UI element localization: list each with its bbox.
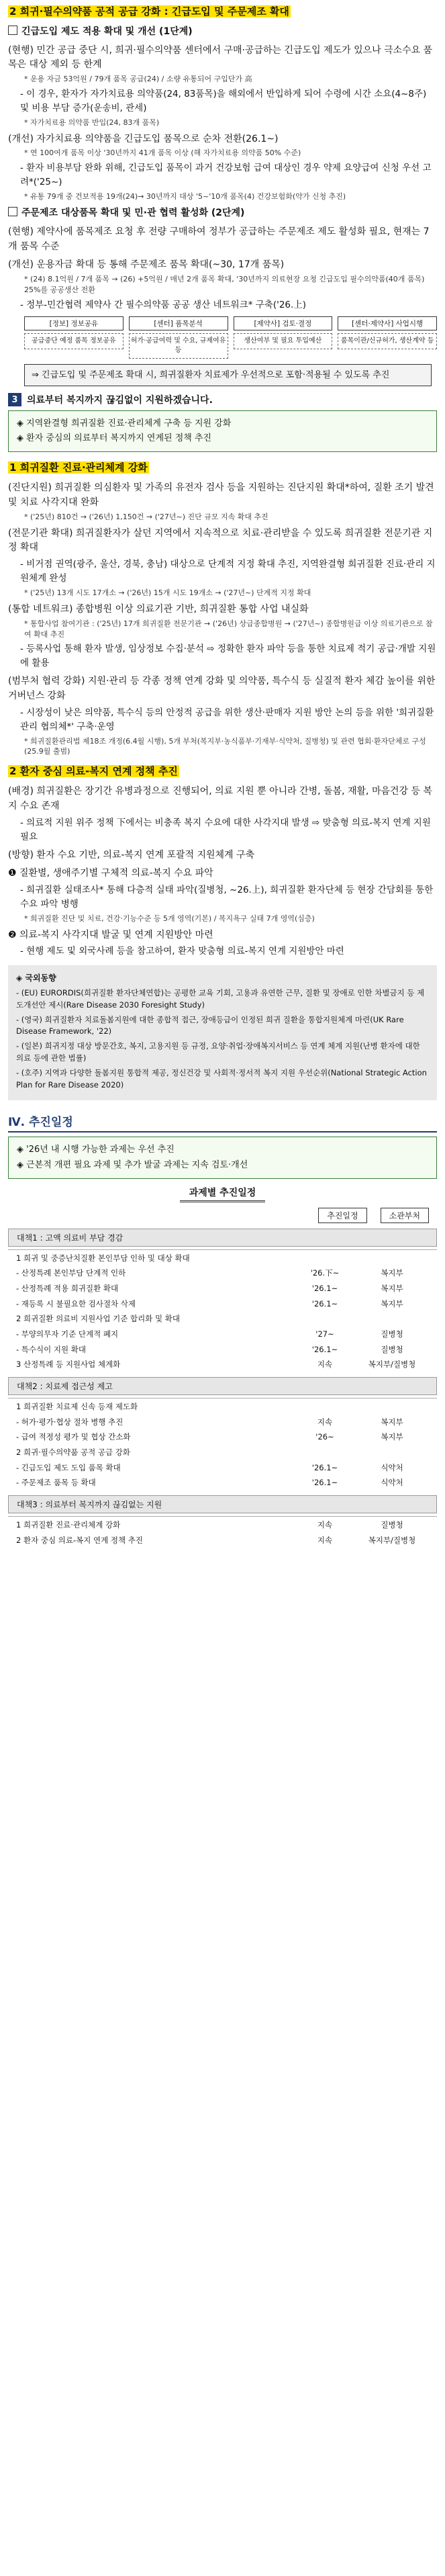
p4-sub: - 정부-민간협력 제약사 간 필수의약품 공공 생산 네트워크* 구축('26.上) xyxy=(20,299,307,310)
flow-step-body: 공급중단 예정 품목 정보공유 xyxy=(24,333,123,349)
plan-task: 2 희귀·필수의약품 공적 공급 강화 xyxy=(16,1448,131,1458)
plan-owner: 질병청 xyxy=(381,1329,403,1339)
p4: (개선) 운용자금 확대 등 통해 주문제조 품목 확대(~30, 17개 품목) xyxy=(8,259,285,271)
plan-row xyxy=(16,1282,429,1296)
flow-step xyxy=(234,316,333,359)
info-heading: ◈ 국외동향 xyxy=(16,973,56,983)
c2-sub: - 현행 제도 및 외국사례 등을 참고하여, 환자 맞춤형 의료-복지 연계 지원방안 마련 xyxy=(20,946,344,957)
plan-owner xyxy=(355,1253,429,1264)
plan-schedule: '26.1~ xyxy=(311,1462,338,1472)
b1: (배경) 희귀질환은 장기간 유병과정으로 진행되어, 의료 지원 뿐 아니라 간병, 돌봄, 재활, 마음건강 등 복지 수요 존재 xyxy=(8,786,432,812)
flow-step xyxy=(24,316,123,359)
plan-row xyxy=(16,1297,429,1311)
plan-schedule xyxy=(295,1401,355,1413)
plan-task: 2 희귀질환 의료비 지원사업 기준 합리화 및 확대 xyxy=(16,1314,180,1324)
plan-task: - 재등록 시 불필요한 검사절차 삭제 xyxy=(16,1298,136,1308)
p1-sub: - 이 경우, 환자가 자가치료용 의약품(24, 83품목)을 해외에서 반입하게 되어 수령에 시간 소요(4~8주) 및 비용 부담 증가(운송비, 관세) xyxy=(20,89,427,114)
plan-task: - 산정특례 본인부담 단계적 인하 xyxy=(16,1268,126,1278)
plan-owner: 복지부 xyxy=(381,1298,403,1308)
plan-schedule xyxy=(295,1313,355,1325)
section-3-body xyxy=(0,456,445,959)
section-3-heading: 의료부터 복지까지 끊김없이 지원하겠습니다. xyxy=(27,395,213,406)
plan-task: - 특수식이 지원 확대 xyxy=(16,1344,86,1354)
plan-table xyxy=(0,1229,445,1548)
flow-step-head: [센터] 품목분석 xyxy=(129,316,228,330)
p1-note: * 운용 자금 53억원 / 79개 품목 공급(24) / 소량 유통되어 구입단가 高 xyxy=(24,75,252,84)
plan-row xyxy=(16,1446,429,1460)
plan-owner: 복지부/질병청 xyxy=(368,1535,416,1545)
a4-sub: - 시장성이 낮은 의약품, 특수식 등의 안정적 공급을 위한 생산·판매자 지원 방안 논의 등을 위한 '희귀질환 관리 협의체*' 구축·운영 xyxy=(20,707,434,732)
p3: (현행) 제약사에 품목제조 요청 후 전량 구매하여 정부가 공급하는 주문제조 제도 활성화 필요, 현재는 7개 품목 수준 xyxy=(8,226,430,252)
plan-schedule: '26.1~ xyxy=(311,1284,338,1293)
p1-sub-note: * 자가치료용 의약품 반입(24, 83개 품목) xyxy=(24,118,160,127)
plan-title: 과제별 추진일정 xyxy=(180,1184,266,1202)
plan-owner: 복지부 xyxy=(381,1432,403,1442)
flow-step-head: [정보] 정보공유 xyxy=(24,316,123,330)
plan-owner: 질병청 xyxy=(381,1344,403,1354)
info-item: - (EU) EURORDIS(희귀질환 환자단체연합)는 공평한 교육 기회, 고용과 유연한 근무, 질환 및 장애로 인한 차별금지 등 제도개선안 제시(Rare Disease 2030 Foresight Study) xyxy=(16,987,425,1010)
a3-note: * 통합사업 참여기관 : ('25년) 17개 희귀질환 전문기관 → ('26년) 상급종합병원 → ('27년~) 종합병원급 이상 의료기관으로 참여 확대 추진 xyxy=(24,619,433,639)
summary-line: ◈ 환자 중심의 의료부터 복지까지 연계된 정책 추진 xyxy=(17,433,212,444)
flow-step-body: 생산여부 및 필요 투입예산 xyxy=(234,333,333,349)
c2: ❷ 의료-복지 사각지대 발굴 및 연계 지원방안 마련 xyxy=(8,929,213,940)
flow-step-head: [제약사] 검토·결정 xyxy=(234,316,333,330)
info-item: - (영국) 희귀질환자 치료돌봄지원에 대한 종합적 접근, 장애등급이 인정된 희귀 질환을 통합지원체계 마련(UK Rare Disease Framework, '22) xyxy=(16,1014,404,1036)
col-owner-header: 소관부처 xyxy=(381,1208,429,1223)
section-2-heading: 2 희귀·필수의약품 공적 공급 강화 : 긴급도입 및 주문제조 확대 xyxy=(9,5,289,17)
plan-owner: 식약처 xyxy=(381,1462,403,1472)
plan-schedule: '26.1~ xyxy=(311,1344,338,1354)
a4: (범부처 협력 강화) 지원·관리 등 각종 정책 연계 강화 및 의약품, 특수식 등 실질적 환자 체감 높이를 위한 거버넌스 강화 xyxy=(8,676,436,701)
plan-row xyxy=(16,1534,429,1548)
plan-task: - 급여 적정성 평가 및 협상 간소화 xyxy=(16,1432,131,1442)
schedule-title: Ⅳ. 추진일정 xyxy=(8,1112,437,1132)
plan-schedule: 지속 xyxy=(317,1535,333,1545)
schedule-summary-box xyxy=(8,1137,437,1178)
c1: ❶ 질환별, 생애주기별 구체적 의료-복지 수요 파악 xyxy=(8,868,213,879)
plan-schedule xyxy=(295,1447,355,1458)
plan-row xyxy=(16,1476,429,1490)
plan-title-wrap xyxy=(0,1184,445,1202)
plan-schedule: '26.1~ xyxy=(311,1298,338,1308)
plan-task: 1 희귀 및 중증난치질환 본인부담 인하 및 대상 확대 xyxy=(16,1253,190,1263)
plan-owner xyxy=(355,1401,429,1413)
summary-line: ◈ 지역완결형 희귀질환 진료·관리체계 구축 등 지원 강화 xyxy=(17,418,232,429)
plan-group-rows xyxy=(8,1516,437,1547)
subheading-2: 2 환자 중심 의료-복지 연계 정책 추진 xyxy=(9,765,178,778)
plan-task: 3 산정특례 등 지원사업 체계화 xyxy=(16,1360,121,1370)
plan-owner: 질병청 xyxy=(381,1520,403,1530)
b1-sub: - 의료적 지원 위주 정책 下에서는 비충족 복지 수요에 대한 사각지대 발생 ⇨ 맞춤형 의료-복지 연계 지원 필요 xyxy=(20,817,431,842)
plan-category: 대책2 : 치료제 접근성 제고 xyxy=(8,1377,437,1395)
plan-owner: 식약처 xyxy=(381,1478,403,1488)
a2-sub-note: * ('25년) 13개 시도 17개소 → ('26년) 15개 시도 19개소 → ('27년~) 단계적 지정 확대 xyxy=(24,588,311,597)
summary-line: ◈ 근본적 개편 필요 과제 및 추가 발굴 과제는 지속 검토·개선 xyxy=(17,1159,248,1170)
flow-step-head: [센터·제약사] 사업시행 xyxy=(338,316,437,330)
a1-note: * ('25년) 810건 → ('26년) 1,150건 → ('27년~) 진단 규모 지속 확대 추진 xyxy=(24,512,268,521)
a1: (진단지원) 희귀질환 의심환자 및 가족의 유전자 검사 등을 지원하는 진단지원 확대*하여, 질환 조기 발견 및 치료 사각지대 완화 xyxy=(8,482,434,508)
plan-row xyxy=(16,1430,429,1444)
plan-owner: 복지부 xyxy=(381,1268,403,1278)
plan-owner: 복지부/질병청 xyxy=(368,1360,416,1370)
plan-row xyxy=(16,1400,429,1414)
a3-sub: - 등록사업 통해 환자 발생, 임상정보 수집·분석 ⇨ 정확한 환자 파악 등을 통한 치료제 적기 공급·개발 지원에 활용 xyxy=(20,643,436,669)
plan-owner xyxy=(355,1313,429,1325)
p2-sub-note: * 유통 79개 중 건보적용 19개(24)→ 30년까지 대상 '5~'10개 품목(4) 건강보험화(약가 신청 추진) xyxy=(24,192,346,202)
info-item: - (일본) 희귀지정 대상 방문간호, 복지, 고용지원 등 규정, 요양·취업·장애복지서비스 등 연계 체계 지원(난병 환자에 대한 의료 등에 관한 법률) xyxy=(16,1041,420,1063)
plan-owner: 복지부 xyxy=(381,1417,403,1427)
flow-step-body: 품목이관/신규허가, 생산계약 등 xyxy=(338,333,437,349)
flow-step-body: 허가·공급여력 및 수요, 규제여유 등 xyxy=(129,333,228,359)
plan-schedule: 지속 xyxy=(317,1417,333,1427)
box1-title: 긴급도입 제도 적용 확대 및 개선 (1단계) xyxy=(8,25,437,40)
plan-schedule: '27~ xyxy=(315,1329,334,1339)
a2-sub: - 비거점 권역(광주, 울산, 경북, 충남) 대상으로 단계적 지정 확대 추진, 지역완결형 희귀질환 진료·관리 지원체계 완성 xyxy=(20,559,436,584)
plan-row xyxy=(16,1266,429,1280)
a3: (통합 네트워크) 종합병원 이상 의료기관 기반, 희귀질환 통합 사업 내실화 xyxy=(8,603,309,615)
flow-step xyxy=(129,316,228,359)
p4-note: * (24) 8.1억원 / 7개 품목 → (26) +5억원 / 매년 2개 품목 확대, '30년까지 의료현장 요청 긴급도입 필수의약품(40개 품목) 25%를 공공생산 전환 xyxy=(24,274,425,294)
checkbox-icon xyxy=(8,207,17,216)
a2: (전문기관 확대) 희귀질환자가 살던 지역에서 지속적으로 치료·관리받을 수 있도록 희귀질환 전문기관 지정 확대 xyxy=(8,527,433,553)
plan-schedule xyxy=(295,1253,355,1264)
plan-task: - 산정특례 적용 희귀질환 확대 xyxy=(16,1284,119,1293)
plan-category: 대책3 : 의료부터 복지까지 끊김없는 지원 xyxy=(8,1495,437,1513)
plan-row xyxy=(16,1518,429,1532)
plan-group-rows xyxy=(8,1249,437,1372)
plan-row xyxy=(16,1343,429,1357)
p2-note: * 연 100여개 품목 이상 '30년까지 41개 품목 이상 (해 자가치료용 의약품 50% 수준) xyxy=(24,148,301,158)
flow-step xyxy=(338,316,437,359)
section-3 xyxy=(0,393,445,406)
plan-row xyxy=(16,1358,429,1372)
p1: (현행) 민간 공급 중단 시, 희귀·필수의약품 센터에서 구매·공급하는 긴급도입 제도가 있으나 극소수요 품목은 대상 제외 등 한계 xyxy=(8,44,433,71)
a4-note: * 희귀질환관리법 제18조 개정(6.4월 시행), 5개 부처(복지부·농식품부·기재부·식약처, 질병청) 및 관련 협회·환자단체로 구성(25.9월 출범) xyxy=(24,736,426,756)
overseas-trends-box xyxy=(8,965,437,1100)
plan-schedule: 지속 xyxy=(317,1520,333,1530)
plan-row xyxy=(16,1251,429,1265)
network-flow xyxy=(24,316,437,359)
plan-schedule: '26~ xyxy=(315,1432,334,1442)
plan-group-rows xyxy=(8,1398,437,1490)
summary-box xyxy=(8,410,437,452)
plan-row xyxy=(16,1312,429,1326)
plan-task: 2 환자 중심 의료-복지 연계 정책 추진 xyxy=(16,1535,143,1545)
plan-row xyxy=(16,1327,429,1341)
plan-category: 대책1 : 고액 의료비 부담 경감 xyxy=(8,1229,437,1247)
section-number: 3 xyxy=(8,393,21,406)
subheading-1: 1 희귀질환 진료·관리체계 강화 xyxy=(9,461,148,474)
summary-line: ◈ '26년 내 시행 가능한 과제는 우선 추진 xyxy=(17,1145,175,1155)
c1-sub: - 희귀질환 실태조사* 통해 다층적 실태 파악(질병청, ~26.上), 희귀질환 환자단체 등 현장 간담회를 통한 수요 파악 병행 xyxy=(20,884,434,909)
section-3-title xyxy=(8,393,437,406)
box2-title: 주문제조 대상품목 확대 및 민·관 협력 활성화 (2단계) xyxy=(8,206,437,221)
plan-task: - 허가·평가·협상 절차 병행 추진 xyxy=(16,1417,123,1427)
plan-row xyxy=(16,1415,429,1429)
plan-schedule: 지속 xyxy=(317,1360,333,1370)
callout-box: ⇒ 긴급도입 및 주문제조 확대 시, 희귀질환자 치료제가 우선적으로 포함·적용될 수 있도록 추진 xyxy=(24,364,432,387)
plan-task: - 긴급도입 제도 도입 품목 확대 xyxy=(16,1462,121,1472)
plan-task: - 주문제조 품목 등 확대 xyxy=(16,1478,96,1488)
plan-task: 1 희귀질환 치료제 신속 등재 제도화 xyxy=(16,1402,138,1412)
section-2 xyxy=(0,0,445,386)
p2: (개선) 자가치료용 의약품을 긴급도입 품목으로 순차 전환(26.1~) xyxy=(8,133,279,144)
plan-schedule: '26.下~ xyxy=(310,1268,340,1278)
plan-column-headers xyxy=(16,1208,429,1223)
p2-sub: - 환자 비용부담 완화 위해, 긴급도입 품목이 과거 건강보험 급여 대상인 경우 약제 요양급여 신청 우선 고려*('25~) xyxy=(20,163,432,188)
plan-owner: 복지부 xyxy=(381,1284,403,1293)
plan-schedule: '26.1~ xyxy=(311,1478,338,1488)
checkbox-icon xyxy=(8,26,17,35)
plan-row xyxy=(16,1461,429,1475)
plan-owner xyxy=(355,1447,429,1458)
b2: (방향) 환자 수요 기반, 의료-복지 연계 포괄적 지원체계 구축 xyxy=(8,849,255,860)
plan-task: 1 희귀질환 진료·관리체계 강화 xyxy=(16,1520,121,1530)
info-item: - (호주) 지역과 다양한 돌봄지원 통합적 제공, 정신건강 및 사회적·정서적 복지 지원 우선순위(National Strategic Action Plan for Rare Disease 2020) xyxy=(16,1067,427,1090)
col-schedule-header: 추진일정 xyxy=(318,1208,366,1223)
c1-note: * 희귀질환 진단 및 치료, 건강·기능수준 등 5개 영역(기본) / 복지욕구 실태 7개 영역(심층) xyxy=(24,914,315,923)
plan-task: - 부양의무자 기준 단계적 폐지 xyxy=(16,1329,119,1339)
